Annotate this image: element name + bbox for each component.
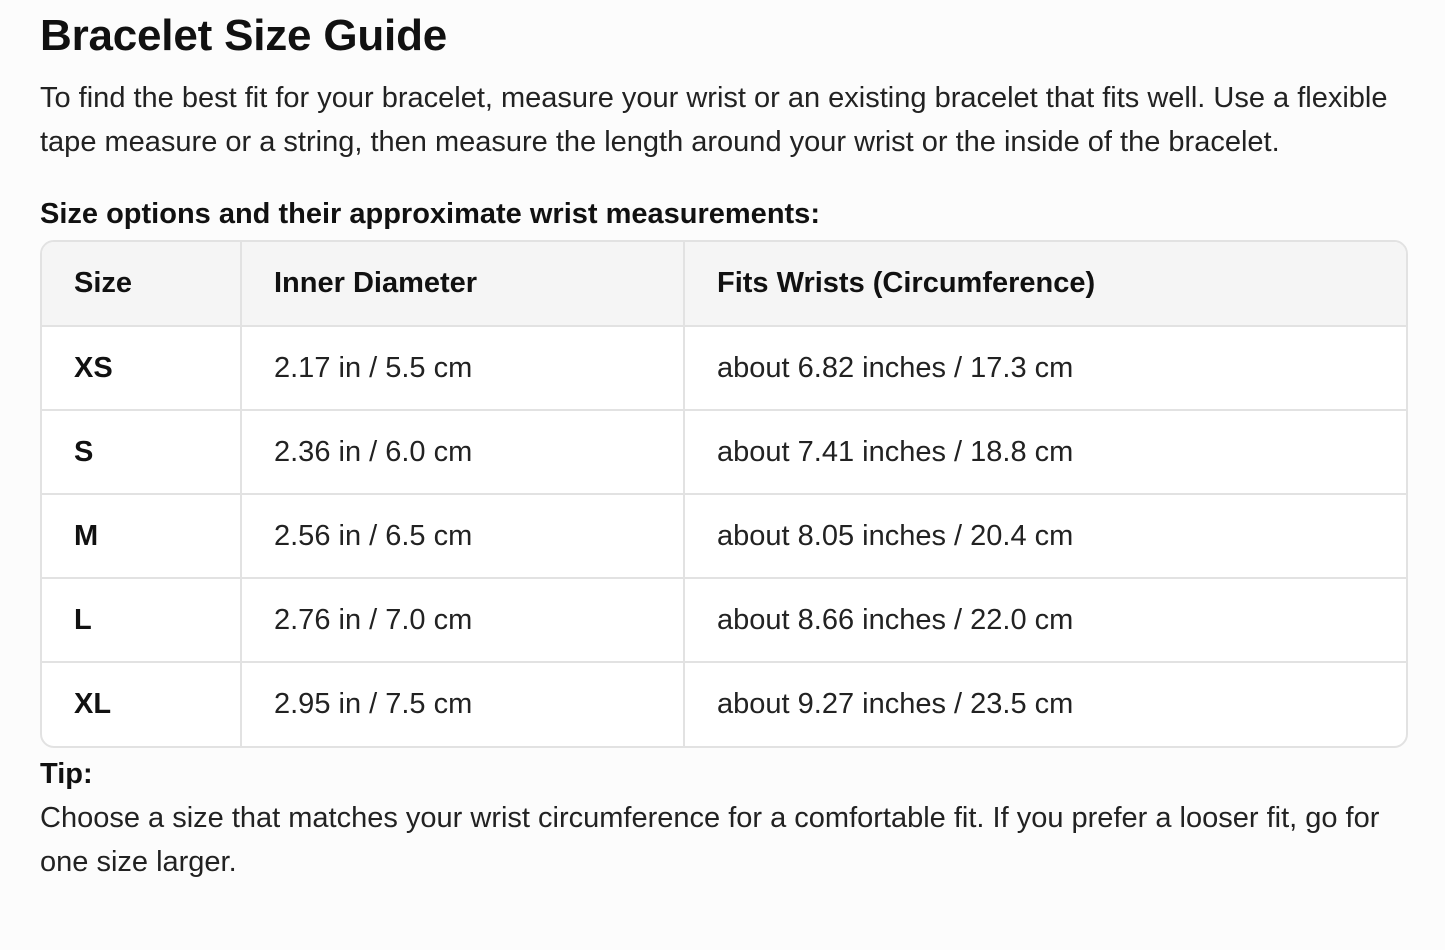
size-cell: XS (42, 326, 241, 410)
table-row (42, 326, 1406, 410)
size-cell: XL (42, 662, 241, 746)
inner-diameter-cell: 2.95 in / 7.5 cm (241, 662, 684, 746)
size-table-container (40, 240, 1408, 748)
inner-diameter-cell: 2.76 in / 7.0 cm (241, 578, 684, 662)
header-inner-diameter: Inner Diameter (241, 242, 684, 326)
size-cell: L (42, 578, 241, 662)
tip-text: Choose a size that matches your wrist circumference for a comfortable fit. If you prefer a looser fit, go for one size larger. (40, 802, 1380, 878)
inner-diameter-cell: 2.56 in / 6.5 cm (241, 494, 684, 578)
table-caption: Size options and their approximate wrist measurements: (40, 198, 820, 230)
circumference-cell: about 6.82 inches / 17.3 cm (684, 326, 1406, 410)
table-header-row (42, 242, 1406, 326)
intro-paragraph: To find the best fit for your bracelet, measure your wrist or an existing bracelet that fits well. Use a flexible tape measure or a string, then measure the length around your wrist or the inside of the bracelet. (40, 82, 1388, 158)
table-row (42, 494, 1406, 578)
circumference-cell: about 9.27 inches / 23.5 cm (717, 688, 1074, 720)
circumference-cell: about 8.05 inches / 20.4 cm (684, 494, 1406, 578)
size-cell: S (42, 410, 241, 494)
circumference-cell: about 7.41 inches / 18.8 cm (684, 410, 1406, 494)
header-size: Size (42, 242, 241, 326)
inner-diameter-cell: 2.36 in / 6.0 cm (241, 410, 684, 494)
tip-label: Tip: (40, 758, 93, 790)
size-table (42, 242, 1406, 746)
table-row (42, 410, 1406, 494)
table-row (42, 578, 1406, 662)
page-title: Bracelet Size Guide (40, 11, 448, 60)
size-cell: M (42, 494, 241, 578)
inner-diameter-cell: 2.17 in / 5.5 cm (241, 326, 684, 410)
header-fits-wrists: Fits Wrists (Circumference) (684, 242, 1406, 326)
circumference-cell: about 8.66 inches / 22.0 cm (684, 578, 1406, 662)
table-row (42, 662, 1406, 746)
